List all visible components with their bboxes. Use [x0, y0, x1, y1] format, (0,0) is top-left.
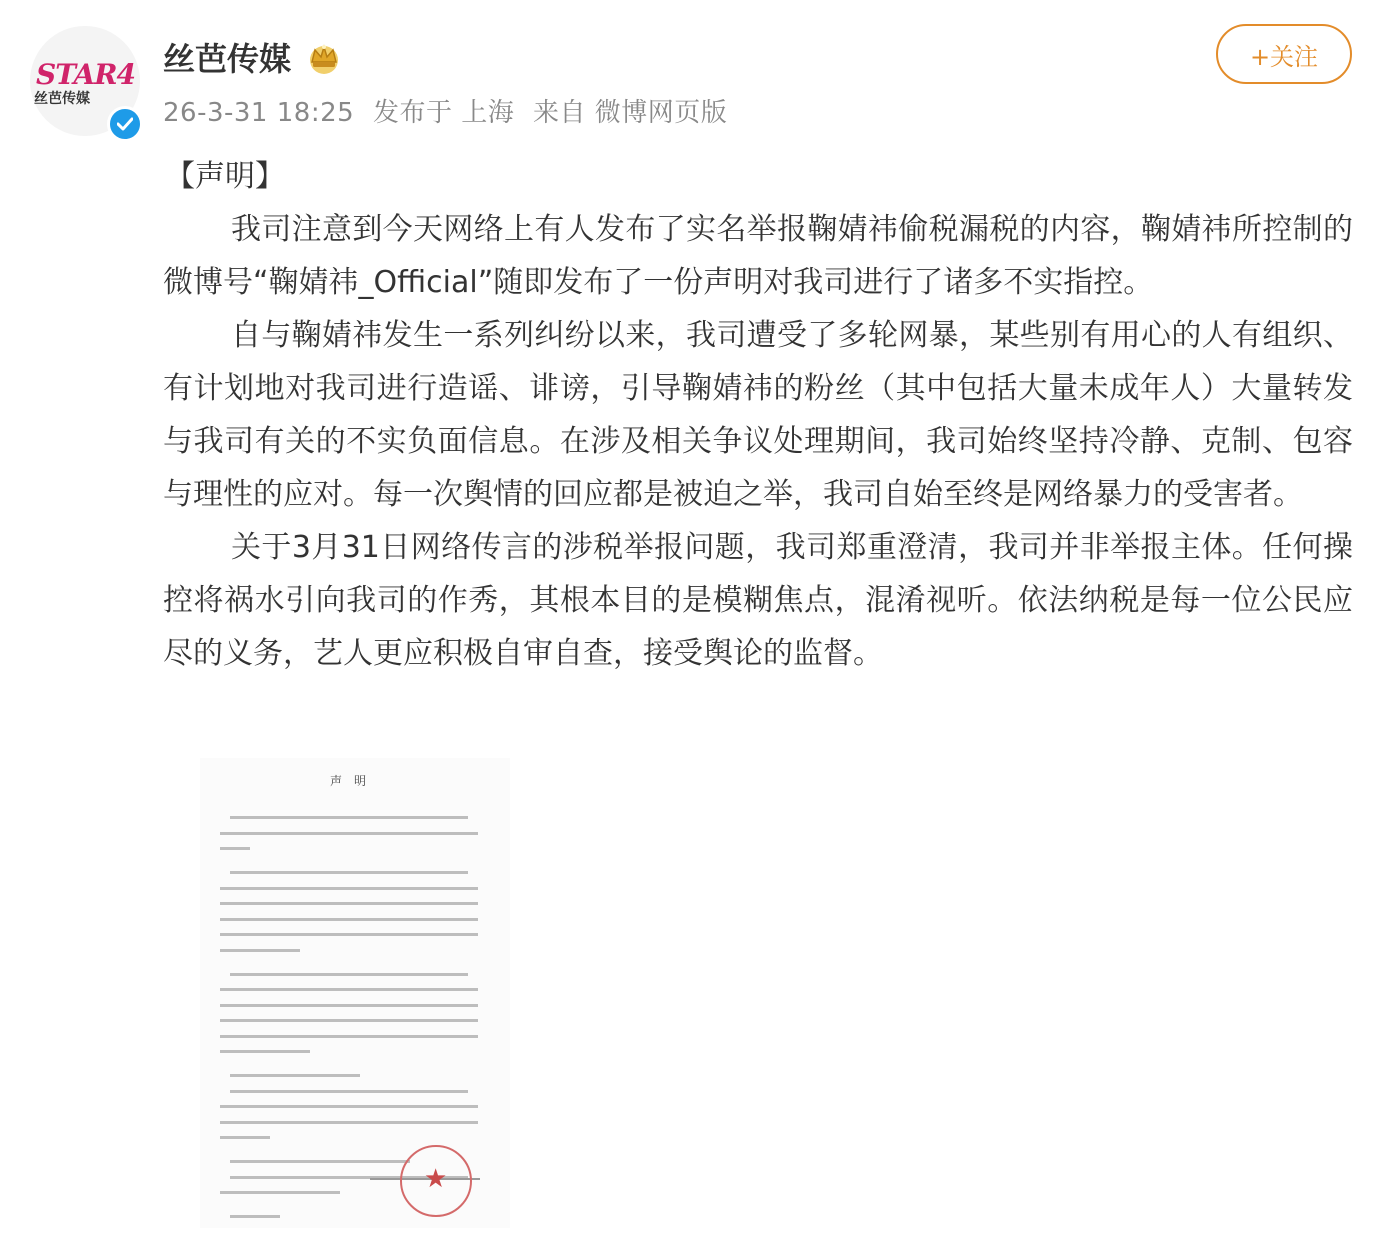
document-text-line — [220, 918, 478, 921]
avatar-logo-text: STAR4 — [36, 58, 136, 91]
document-text-line — [220, 1191, 340, 1194]
document-text-line — [220, 1105, 478, 1108]
document-text-line — [220, 1121, 478, 1124]
document-text-line — [220, 1019, 478, 1022]
verified-badge-icon — [107, 106, 143, 142]
attached-statement-image[interactable] — [200, 758, 510, 1228]
document-text-line — [220, 1136, 270, 1139]
document-text-line — [220, 832, 478, 835]
company-seal-icon: ★ — [400, 1145, 472, 1217]
post-source: 来自 微博网页版 — [532, 98, 728, 128]
document-text-line — [220, 1035, 478, 1038]
document-text-line — [220, 988, 478, 991]
document-text-line — [220, 887, 478, 890]
document-text-line — [220, 847, 250, 850]
post-heading: 【声明】 — [165, 159, 285, 194]
post-paragraph: 我司注意到今天网络上有人发布了实名举报鞠婧祎偷税漏税的内容，鞠婧祎所控制的微博号“鞠婧祎_Official”随即发布了一份声明对我司进行了诸多不实指控。 — [163, 212, 1353, 300]
post-meta — [163, 92, 737, 129]
document-text-line — [230, 1090, 468, 1093]
document-title: 声明 — [330, 774, 379, 788]
document-text-line — [220, 1004, 478, 1007]
account-name[interactable]: 丝芭传媒 — [163, 40, 292, 78]
crown-icon — [304, 40, 344, 78]
document-text-line — [220, 902, 478, 905]
post-timestamp[interactable]: 26-3-31 18:25 — [163, 98, 355, 128]
document-text-line — [220, 949, 300, 952]
document-text-line — [230, 973, 468, 976]
document-text-line — [230, 871, 468, 874]
avatar-logo-subtext: 丝芭传媒 — [34, 91, 90, 107]
document-text-line — [230, 816, 468, 819]
post-paragraph: 关于3月31日网络传言的涉税举报问题，我司郑重澄清，我司并非举报主体。任何操控将祸水引向我司的作秀，其根本目的是模糊焦点，混淆视听。依法纳税是每一位公民应尽的义务，艺人更应积极自审自查，接受舆论的监督。 — [163, 530, 1353, 671]
document-text-line — [220, 933, 478, 936]
document-text-line — [230, 1160, 410, 1163]
document-text-line — [220, 1050, 310, 1053]
post-paragraph: 自与鞠婧祎发生一系列纠纷以来，我司遭受了多轮网暴，某些别有用心的人有组织、有计划地对我司进行造谣、诽谤，引导鞠婧祎的粉丝（其中包括大量未成年人）大量转发与我司有关的不实负面信息。在涉及相关争议处理期间，我司始终坚持冷静、克制、包容与理性的应对。每一次舆情的回应都是被迫之举，我司自始至终是网络暴力的受害者。 — [163, 318, 1353, 512]
post-body — [163, 150, 1353, 680]
document-text-line — [230, 1074, 360, 1077]
document-text-line — [230, 1215, 280, 1218]
follow-button[interactable]: +关注 — [1216, 24, 1352, 84]
post-location: 发布于 上海 — [372, 98, 515, 128]
